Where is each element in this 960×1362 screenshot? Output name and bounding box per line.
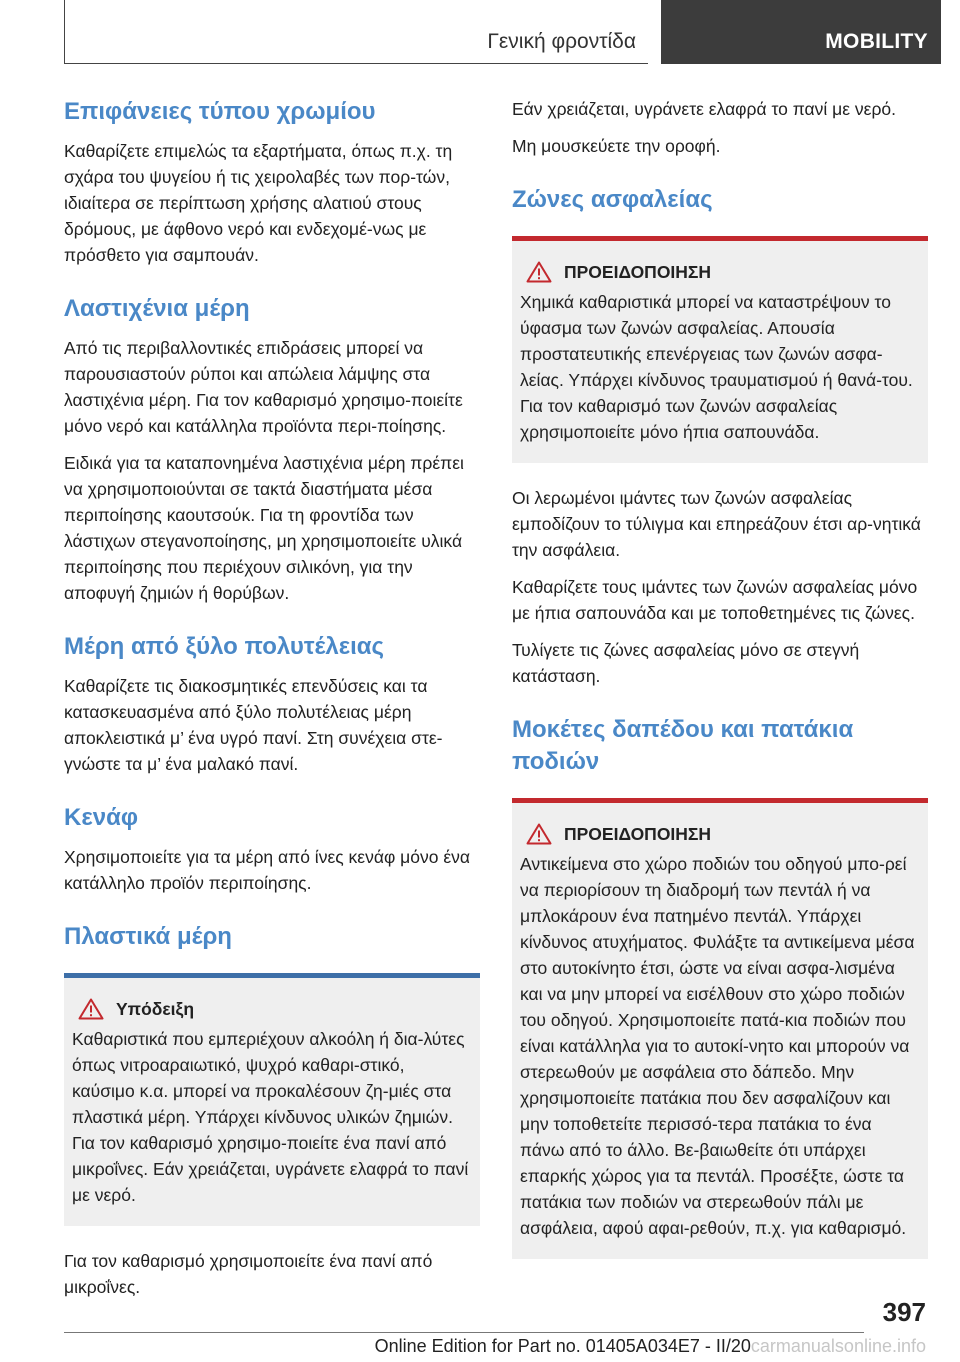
warning-triangle-icon xyxy=(526,261,552,283)
chapter-tab: MOBILITY xyxy=(661,0,941,64)
page-header xyxy=(0,0,960,64)
heading-floor-mats: Μοκέτες δαπέδου και πατάκια ποδιών xyxy=(512,716,854,775)
paragraph: Οι λερωμένοι ιμάντες των ζωνών ασφαλείας εμποδίζουν το τύλιγμα και επηρεάζουν έτσι αρ-νητικά την ασφάλεια. xyxy=(512,488,921,560)
heading-plastic-parts: Πλαστικά μέρη xyxy=(64,923,232,950)
left-column xyxy=(64,96,480,1311)
paragraph: Τυλίγετε τις ζώνες ασφαλείας μόνο σε στεγνή κατάσταση. xyxy=(512,640,860,686)
warning-triangle-icon xyxy=(78,998,104,1020)
warning-box-floor-mats xyxy=(512,798,928,1259)
paragraph: Από τις περιβαλλοντικές επιδράσεις μπορεί να παρουσιαστούν ρύποι και απώλεια λάμψης στα λαστιχένια μέρη. Για τον καθαρισμό χρησιμο-ποιείτε μόνο νερό και κατάλληλα προϊόντα περι-ποίησης. xyxy=(64,338,463,436)
heading-rubber-parts: Λαστιχένια μέρη xyxy=(64,295,250,322)
right-column xyxy=(512,96,928,1281)
heading-seat-belts: Ζώνες ασφαλείας xyxy=(512,186,713,213)
warning-box-seat-belts xyxy=(512,236,928,463)
warning-triangle-icon xyxy=(526,823,552,845)
paragraph: Μη μουσκεύετε την οροφή. xyxy=(512,136,721,156)
footer-edition xyxy=(375,1336,926,1357)
section-title: Γενική φροντίδα xyxy=(487,30,636,53)
paragraph: Καθαρίζετε τις διακοσμητικές επενδύσεις και τα κατασκευασμένα από ξύλο πολυτέλειας μέρη αποκλειστικά μ’ ένα υγρό πανί. Στη συνέχεια στε-γνώστε τα μ’ ένα μαλακό πανί. xyxy=(64,676,443,774)
warning-text: Αντικείμενα στο χώρο ποδιών του οδηγού μπο-ρεί να περιορίσουν τη διαδρομή των πεντάλ ή να μπλοκάρουν ένα πατημένο πεντάλ. Υπάρχει κίνδυνος ατυχήματος. Φυλάξτε τα αντικείμενα μέσα στο αυτοκίνητο έτσι, ώστε να είναι ασφα-λισμένα και να μην μπορεί να εισέλθουν στο χώρο ποδιών του οδηγού. Χρησιμοποιείτε πατά-κια ποδιών που είναι κατάλληλα για το αυτοκί-νητο και μπορούν να στερεωθούν με ασφάλεια στο δάπεδο. Μην χρησιμοποιείτε πατάκια που δεν ασφαλίζουν και μην τοποθετείτε περισσό-τερα πατάκια το ένα πάνω από το άλλο. Βε-βαιωθείτε ότι υπάρχει επαρκής χώρος για τα πεντάλ. Προσέξτε, ώστε τα πατάκια των ποδιών να στερεωθούν πάλι με ασφάλεια, αφού αφαι-ρεθούν, π.χ. για καθαρισμό. xyxy=(520,854,915,1238)
notice-title: Υπόδειξη xyxy=(116,998,195,1019)
paragraph: Εάν χρειάζεται, υγράνετε ελαφρά το πανί με νερό. xyxy=(512,99,897,119)
warning-title: ΠΡΟΕΙΔΟΠΟΙΗΣΗ xyxy=(564,823,712,844)
notice-text: Καθαριστικά που εμπεριέχουν αλκοόλη ή δια-λύτες όπως νιτροαραιωτικό, ψυχρό καθαρι-στικό, καύσιμο κ.α. μπορεί να προκαλέσουν ζη-μιές στα πλαστικά μέρη. Υπάρχει κίνδυνος υλικών ζημιών. Για τον καθαρισμό χρησιμο-ποιείτε ένα πανί από μικροΐνες. Εάν χρειάζεται, υγράνετε ελαφρά το πανί με νερό. xyxy=(72,1029,469,1205)
paragraph: Για τον καθαρισμό χρησιμοποιείτε ένα πανί από μικροΐνες. xyxy=(64,1251,433,1297)
warning-title: ΠΡΟΕΙΔΟΠΟΙΗΣΗ xyxy=(564,261,712,282)
heading-chrome-surfaces: Επιφάνειες τύπου χρωμίου xyxy=(64,98,376,125)
paragraph: Χρησιμοποιείτε για τα μέρη από ίνες κενάφ μόνο ένα κατάλληλο προϊόν περιποίησης. xyxy=(64,847,471,893)
paragraph: Καθαρίζετε επιμελώς τα εξαρτήματα, όπως π.χ. τη σχάρα του ψυγείου ή τις χειρολαβές των πορ-τών, ιδιαίτερα σε περίπτωση χρήσης αλατιού στους δρόμους, με άφθονο νερό και ενδεχομέ-νως με πρόσθετο για σαμπουάν. xyxy=(64,141,453,265)
page-number: 397 xyxy=(882,1297,926,1327)
notice-box xyxy=(64,973,480,1226)
paragraph: Ειδικά για τα καταπονημένα λαστιχένια μέρη πρέπει να χρησιμοποιούνται σε τακτά διαστήματα μέσα περιποίησης καουτσούκ. Για τη φροντίδα των λάστιχων στεγανοποίησης, μη χρησιμοποιείτε υλικά περιποίησης που περιέχουν σιλικόνη, για την αποφυγή ζημιών ή θορύβων. xyxy=(64,453,464,603)
heading-fine-wood-parts: Μέρη από ξύλο πολυτέλειας xyxy=(64,633,384,660)
heading-kenaf: Κενάφ xyxy=(64,804,138,831)
edition-text: Online Edition for Part no. 01405A034E7 - II/20 xyxy=(374,1336,751,1356)
watermark-text: carmanualsonline.info xyxy=(750,1336,926,1356)
paragraph: Καθαρίζετε τους ιμάντες των ζωνών ασφαλείας μόνο με ήπια σαπουνάδα και με τοποθετημένες τις ζώνες. xyxy=(512,577,918,623)
warning-text: Χημικά καθαριστικά μπορεί να καταστρέψουν το ύφασμα των ζωνών ασφαλείας. Απουσία προστατευτικής επενέργειας των ζωνών ασφα-λείας. Υπάρχει κίνδυνος τραυματισμού ή θανά-του. Για τον καθαρισμό των ζωνών ασφαλείας χρησιμοποιείτε μόνο ήπια σαπουνάδα. xyxy=(520,292,913,442)
footer-rule xyxy=(64,1332,864,1333)
